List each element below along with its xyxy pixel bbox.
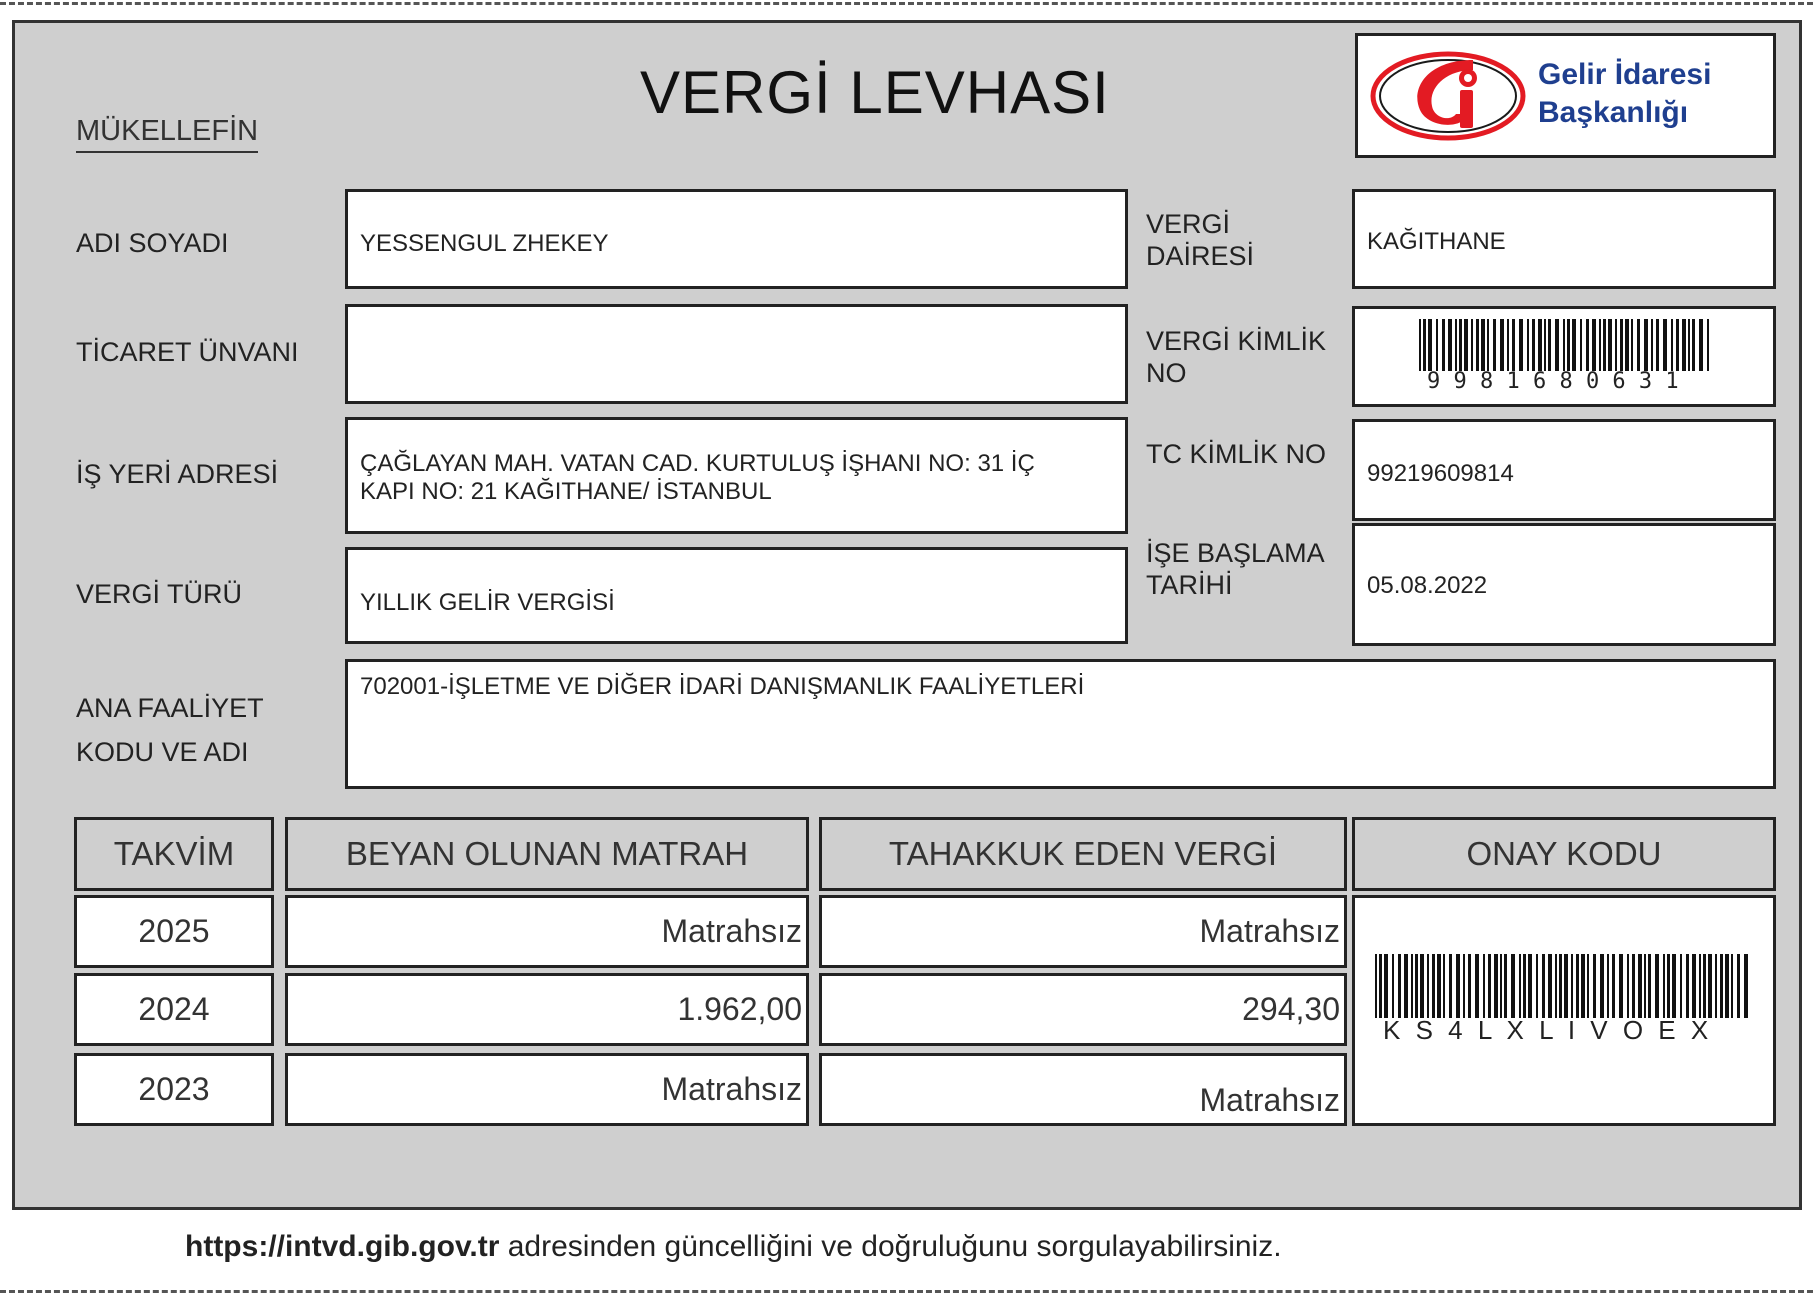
- row-2023-year: 2023: [74, 1053, 274, 1126]
- field-adi-soyadi: [345, 189, 1128, 289]
- page-title: VERGİ LEVHASI: [640, 59, 1110, 126]
- value-vergi-dairesi: KAĞITHANE: [1367, 228, 1506, 255]
- value-tc-kimlik-no: 99219609814: [1367, 460, 1514, 487]
- row-2025-matrah: Matrahsız: [285, 895, 809, 968]
- row-2024-year: 2024: [74, 973, 274, 1046]
- label-vergi-dairesi: VERGİ DAİRESİ: [1146, 209, 1255, 271]
- top-cut-line: [0, 2, 1813, 5]
- onay-barcode-icon: [1375, 954, 1755, 1018]
- gib-logo: [1355, 33, 1776, 158]
- field-tc-kimlik-no: [1352, 419, 1776, 521]
- header-matrah: BEYAN OLUNAN MATRAH: [285, 817, 809, 891]
- vkn-barcode-icon: [1419, 319, 1715, 371]
- footer-text: adresinden güncelliğini ve doğruluğunu sorgulayabilirsiniz.: [499, 1230, 1282, 1263]
- field-ticaret-unvani: [345, 304, 1128, 404]
- value-vergi-turu: YILLIK GELİR VERGİSİ: [360, 589, 615, 616]
- label-is-yeri-adresi: İŞ YERİ ADRESİ: [76, 459, 279, 489]
- header-vergi: TAHAKKUK EDEN VERGİ: [819, 817, 1347, 891]
- header-onay-kodu: ONAY KODU: [1352, 817, 1776, 891]
- footer-url-link[interactable]: https://intvd.gib.gov.tr: [185, 1230, 500, 1263]
- value-ise-baslama: 05.08.2022: [1367, 572, 1488, 599]
- value-ana-faaliyet: 702001-İŞLETME VE DİĞER İDARİ DANIŞMANLIK FAALİYETLERİ: [360, 673, 1085, 700]
- value-adres-line2: KAPI NO: 21 KAĞITHANE/ İSTANBUL: [360, 478, 772, 505]
- gib-emblem-icon: [1368, 48, 1528, 144]
- field-vergi-dairesi: [1352, 189, 1776, 289]
- field-vergi-turu: [345, 547, 1128, 644]
- label-ise-baslama: İŞE BAŞLAMA TARİHİ: [1146, 538, 1325, 600]
- field-vergi-kimlik-no: [1352, 306, 1776, 407]
- row-2024-vergi: 294,30: [819, 973, 1347, 1046]
- onay-kodu-cell: [1352, 895, 1776, 1126]
- footer-note: [185, 1230, 1282, 1264]
- header-takvim: TAKVİM: [74, 817, 274, 891]
- label-vergi-turu: VERGİ TÜRÜ: [76, 579, 243, 609]
- label-tc-kimlik-no: TC KİMLİK NO: [1146, 439, 1327, 469]
- row-2023-vergi: Matrahsız: [819, 1053, 1347, 1126]
- field-is-yeri-adresi: [345, 417, 1128, 534]
- field-ise-baslama: [1352, 523, 1776, 646]
- value-adi-soyadi: YESSENGUL ZHEKEY: [360, 230, 609, 257]
- value-adres-line1: ÇAĞLAYAN MAH. VATAN CAD. KURTULUŞ İŞHANI NO: 31 İÇ: [360, 450, 1035, 477]
- label-ana-faaliyet: ANA FAALİYET KODU VE ADI: [76, 693, 264, 767]
- logo-line2: Başkanlığı: [1538, 96, 1689, 129]
- bottom-cut-line: [0, 1290, 1813, 1293]
- label-ticaret-unvani: TİCARET ÜNVANI: [76, 337, 299, 367]
- row-2023-matrah: Matrahsız: [285, 1053, 809, 1126]
- logo-line1: Gelir İdaresi: [1538, 58, 1712, 91]
- label-adi-soyadi: ADI SOYADI: [76, 228, 229, 258]
- field-ana-faaliyet: [345, 659, 1776, 789]
- label-vergi-kimlik-no: VERGİ KİMLİK NO: [1146, 326, 1327, 388]
- value-vergi-kimlik-no: 9 9 8 1 6 8 0 6 3 1: [1427, 369, 1679, 394]
- row-2025-year: 2025: [74, 895, 274, 968]
- row-2024-matrah: 1.962,00: [285, 973, 809, 1046]
- section-label: MÜKELLEFİN: [76, 115, 258, 153]
- value-onay-kodu: K S 4 L X L I V O E X: [1383, 1015, 1713, 1045]
- row-2025-vergi: Matrahsız: [819, 895, 1347, 968]
